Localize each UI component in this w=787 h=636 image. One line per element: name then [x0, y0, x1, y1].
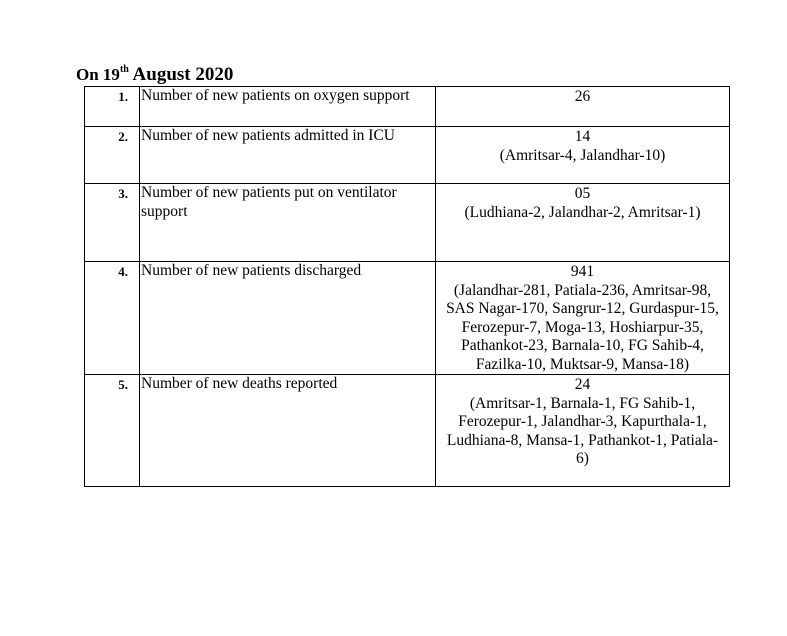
- row-value-cell: [436, 127, 730, 184]
- row-description: Number of new patients admitted in ICU: [140, 127, 436, 184]
- row-value: 05: [574, 185, 591, 202]
- row-number: 1.: [118, 89, 128, 104]
- row-value-cell: [436, 262, 730, 375]
- row-number-cell: [85, 375, 140, 487]
- report-date-heading: [76, 64, 233, 86]
- row-number: 4.: [118, 264, 128, 279]
- row-value-cell: [436, 375, 730, 487]
- row-value-cell: [436, 184, 730, 262]
- row-detail: (Ludhiana-2, Jalandhar-2, Amritsar-1): [464, 203, 701, 221]
- row-description: Number of new deaths reported: [140, 375, 436, 487]
- row-value: 24: [574, 376, 591, 393]
- row-value: 14: [574, 128, 591, 145]
- row-description: Number of new patients on oxygen support: [140, 87, 436, 127]
- row-value: 26: [574, 88, 591, 105]
- row-value-cell: [436, 87, 730, 127]
- row-number: 2.: [118, 129, 128, 144]
- row-number-cell: [85, 87, 140, 127]
- row-number-cell: [85, 184, 140, 262]
- table-row: [85, 262, 730, 375]
- covid-statistics-table: [84, 86, 730, 487]
- heading-suffix: August 2020: [132, 64, 234, 85]
- row-value: 941: [570, 263, 595, 280]
- table-row: [85, 127, 730, 184]
- table-row: [85, 375, 730, 487]
- heading-superscript: th: [119, 63, 129, 75]
- row-number: 3.: [118, 186, 128, 201]
- row-number-cell: [85, 262, 140, 375]
- row-detail: (Amritsar-4, Jalandhar-10): [499, 146, 666, 164]
- table-row: [85, 184, 730, 262]
- row-description: Number of new patients discharged: [140, 262, 436, 375]
- row-detail: (Amritsar-1, Barnala-1, FG Sahib-1, Ferozepur-1, Jalandhar-3, Kapurthala-1, Ludhiana-8, Mansa-1, Pathankot-1, Patiala-6): [446, 394, 719, 467]
- row-number-cell: [85, 127, 140, 184]
- row-number: 5.: [118, 377, 128, 392]
- heading-prefix: On 19: [76, 65, 120, 84]
- row-detail: (Jalandhar-281, Patiala-236, Amritsar-98, SAS Nagar-170, Sangrur-12, Gurdaspur-15, Ferozepur-7, Moga-13, Hoshiarpur-35, Pathankot-23, Barnala-10, FG Sahib-4, Fazilka-10, Muktsar-9, Mansa-18): [446, 281, 719, 373]
- table-row: [85, 87, 730, 127]
- row-description: Number of new patients put on ventilator support: [140, 184, 436, 262]
